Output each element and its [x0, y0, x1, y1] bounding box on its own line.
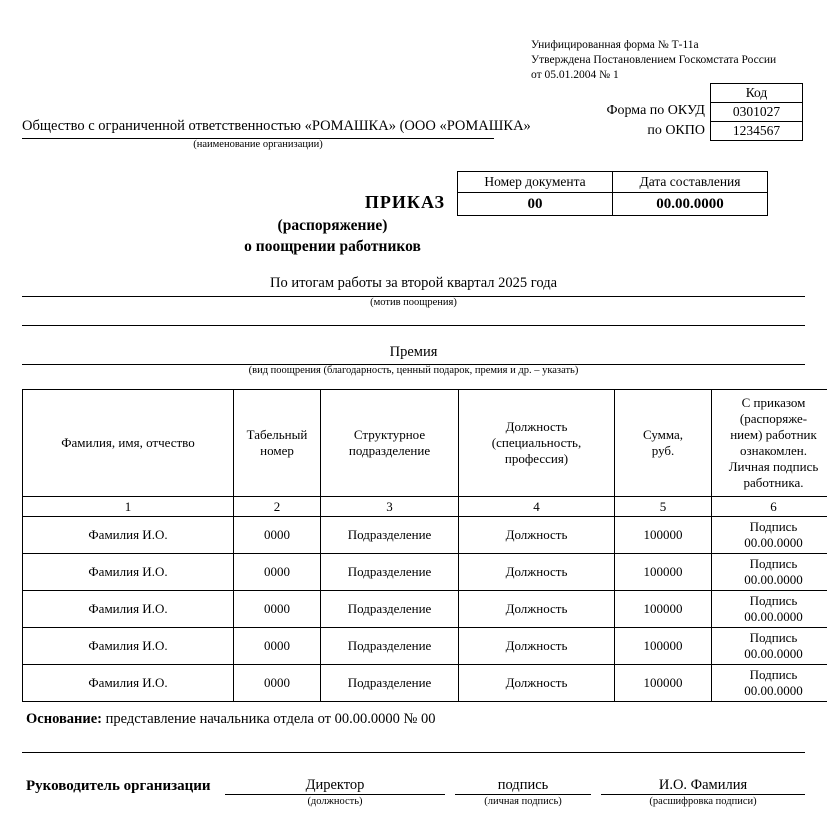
cell-signature-date: 00.00.0000 — [744, 572, 803, 587]
code-table-okud-row — [711, 103, 803, 122]
header-ack-l1: С приказом — [741, 395, 806, 411]
header-ack-l5: Личная подпись — [728, 458, 819, 474]
award-value: Премия — [389, 344, 438, 360]
table-row[interactable] — [23, 591, 827, 628]
cell-position: Должность — [459, 517, 615, 554]
signature-sign-block — [455, 777, 591, 809]
signature-name-block — [601, 777, 805, 809]
table-row[interactable] — [23, 628, 827, 665]
motive-value: По итогам работы за второй квартал 2025 года — [269, 275, 558, 291]
cell-signature — [712, 665, 827, 702]
form-meta-line-3: от 05.01.2004 № 1 — [531, 69, 619, 82]
header-acknowledgement — [712, 390, 827, 497]
basis-value: представление начальника отдела от 00.00.0000 № 00 — [105, 711, 436, 727]
cell-signature-label: Подпись — [749, 518, 798, 534]
column-number-2: 2 — [234, 497, 321, 517]
signature-position-block — [225, 777, 445, 809]
cell-amount: 100000 — [615, 517, 712, 554]
header-tab-number-l2: номер — [260, 443, 294, 458]
cell-signature — [712, 591, 827, 628]
signature-position-caption: (должность) — [307, 796, 363, 807]
column-number-1: 1 — [23, 497, 234, 517]
header-tab-number-l1: Табельный — [246, 427, 308, 443]
table-row[interactable] — [23, 554, 827, 591]
cell-signature-date: 00.00.0000 — [744, 683, 803, 698]
cell-department: Подразделение — [321, 517, 459, 554]
cell-name: Фамилия И.О. — [23, 628, 234, 665]
signature-sign-value: подпись — [497, 777, 549, 793]
header-department — [321, 390, 459, 497]
signature-position-value: Директор — [305, 777, 365, 793]
form-meta-block — [531, 38, 776, 84]
column-number-6: 6 — [712, 497, 827, 517]
signature-role-title: Руководитель организации — [26, 778, 211, 794]
header-tab-number — [234, 390, 321, 497]
header-ack-l3: нием) работник — [730, 427, 817, 443]
cell-position: Должность — [459, 665, 615, 702]
column-number-3: 3 — [321, 497, 459, 517]
okud-value: 0301027 — [711, 103, 803, 122]
header-full-name-l1: Фамилия, имя, отчество — [61, 435, 195, 451]
code-table-header-row — [711, 84, 803, 103]
motive-caption: (мотив поощрения) — [370, 297, 457, 308]
document-number-value-row — [458, 193, 768, 216]
cell-signature — [712, 554, 827, 591]
employees-table-header-row — [23, 390, 827, 497]
signature-sign-caption: (личная подпись) — [484, 796, 562, 807]
header-ack-l2: (распоряже- — [739, 411, 808, 427]
header-position-l3: профессия) — [504, 450, 569, 466]
award-caption: (вид поощрения (благодарность, ценный подарок, премия и др. – указать) — [248, 365, 579, 376]
document-number-header: Номер документа — [458, 172, 613, 193]
cell-department: Подразделение — [321, 628, 459, 665]
basis-rule — [22, 752, 805, 753]
header-full-name — [23, 390, 234, 497]
column-number-4: 4 — [459, 497, 615, 517]
document-number-value: 00 — [458, 193, 613, 216]
table-row[interactable] — [23, 517, 827, 554]
cell-signature-label: Подпись — [749, 666, 798, 682]
header-amount-l1: Сумма, — [642, 427, 684, 443]
document-date-header: Дата составления — [613, 172, 768, 193]
table-row[interactable] — [23, 665, 827, 702]
header-ack-l6: работника. — [743, 474, 804, 490]
code-table-title: Код — [711, 84, 803, 103]
form-meta-line-1: Унифицированная форма № Т-11а — [531, 39, 699, 51]
header-amount — [615, 390, 712, 497]
document-title: ПРИКАЗ — [364, 192, 445, 212]
cell-position: Должность — [459, 591, 615, 628]
employees-table — [22, 389, 827, 702]
cell-department: Подразделение — [321, 591, 459, 628]
cell-position: Должность — [459, 628, 615, 665]
code-table-okpo-row — [711, 122, 803, 141]
cell-tab-number: 0000 — [234, 628, 321, 665]
employees-table-head — [23, 390, 827, 517]
header-department-l2: подразделение — [348, 443, 431, 458]
header-position-l1: Должность — [505, 419, 568, 435]
employees-table-body — [23, 517, 827, 702]
motive-blank-rule — [22, 325, 805, 326]
okpo-value: 1234567 — [711, 122, 803, 141]
cell-department: Подразделение — [321, 554, 459, 591]
cell-signature-date: 00.00.0000 — [744, 646, 803, 661]
signature-name-caption: (расшифровка подписи) — [649, 796, 757, 807]
header-position-l2: (специальность, — [491, 435, 582, 451]
cell-signature-date: 00.00.0000 — [744, 609, 803, 624]
cell-amount: 100000 — [615, 554, 712, 591]
document-subtitle-2: о поощрении работников — [244, 238, 421, 255]
code-table — [710, 83, 803, 141]
cell-signature-label: Подпись — [749, 629, 798, 645]
column-number-5: 5 — [615, 497, 712, 517]
cell-tab-number: 0000 — [234, 517, 321, 554]
okud-label: Форма по ОКУД — [606, 103, 705, 118]
cell-department: Подразделение — [321, 665, 459, 702]
cell-tab-number: 0000 — [234, 665, 321, 702]
cell-signature-date: 00.00.0000 — [744, 535, 803, 550]
cell-signature-label: Подпись — [749, 592, 798, 608]
header-amount-l2: руб. — [651, 443, 675, 458]
organization-name: Общество с ограниченной ответственностью «РОМАШКА» (ООО «РОМАШКА» — [22, 118, 531, 134]
header-ack-l4: ознакомлен. — [740, 443, 807, 458]
signature-name-value: И.О. Фамилия — [658, 777, 748, 793]
employees-table-column-numbers-row — [23, 497, 827, 517]
document-number-table — [457, 171, 768, 216]
cell-tab-number: 0000 — [234, 591, 321, 628]
cell-amount: 100000 — [615, 665, 712, 702]
document-number-header-row — [458, 172, 768, 193]
cell-position: Должность — [459, 554, 615, 591]
document-date-value: 00.00.0000 — [613, 193, 768, 216]
cell-name: Фамилия И.О. — [23, 517, 234, 554]
form-meta-line-2: Утверждена Постановлением Госкомстата России — [531, 54, 777, 67]
header-position — [459, 390, 615, 497]
cell-name: Фамилия И.О. — [23, 554, 234, 591]
basis-line — [26, 711, 435, 728]
okpo-label: по ОКПО — [647, 123, 705, 138]
cell-name: Фамилия И.О. — [23, 591, 234, 628]
cell-signature — [712, 517, 827, 554]
cell-signature — [712, 628, 827, 665]
header-department-l1: Структурное — [353, 427, 426, 443]
cell-signature-label: Подпись — [749, 555, 798, 571]
cell-tab-number: 0000 — [234, 554, 321, 591]
cell-name: Фамилия И.О. — [23, 665, 234, 702]
basis-label: Основание: — [26, 711, 103, 727]
cell-amount: 100000 — [615, 628, 712, 665]
organization-caption: (наименование организации) — [193, 139, 323, 150]
cell-amount: 100000 — [615, 591, 712, 628]
document-subtitle: (распоряжение) — [277, 217, 388, 234]
